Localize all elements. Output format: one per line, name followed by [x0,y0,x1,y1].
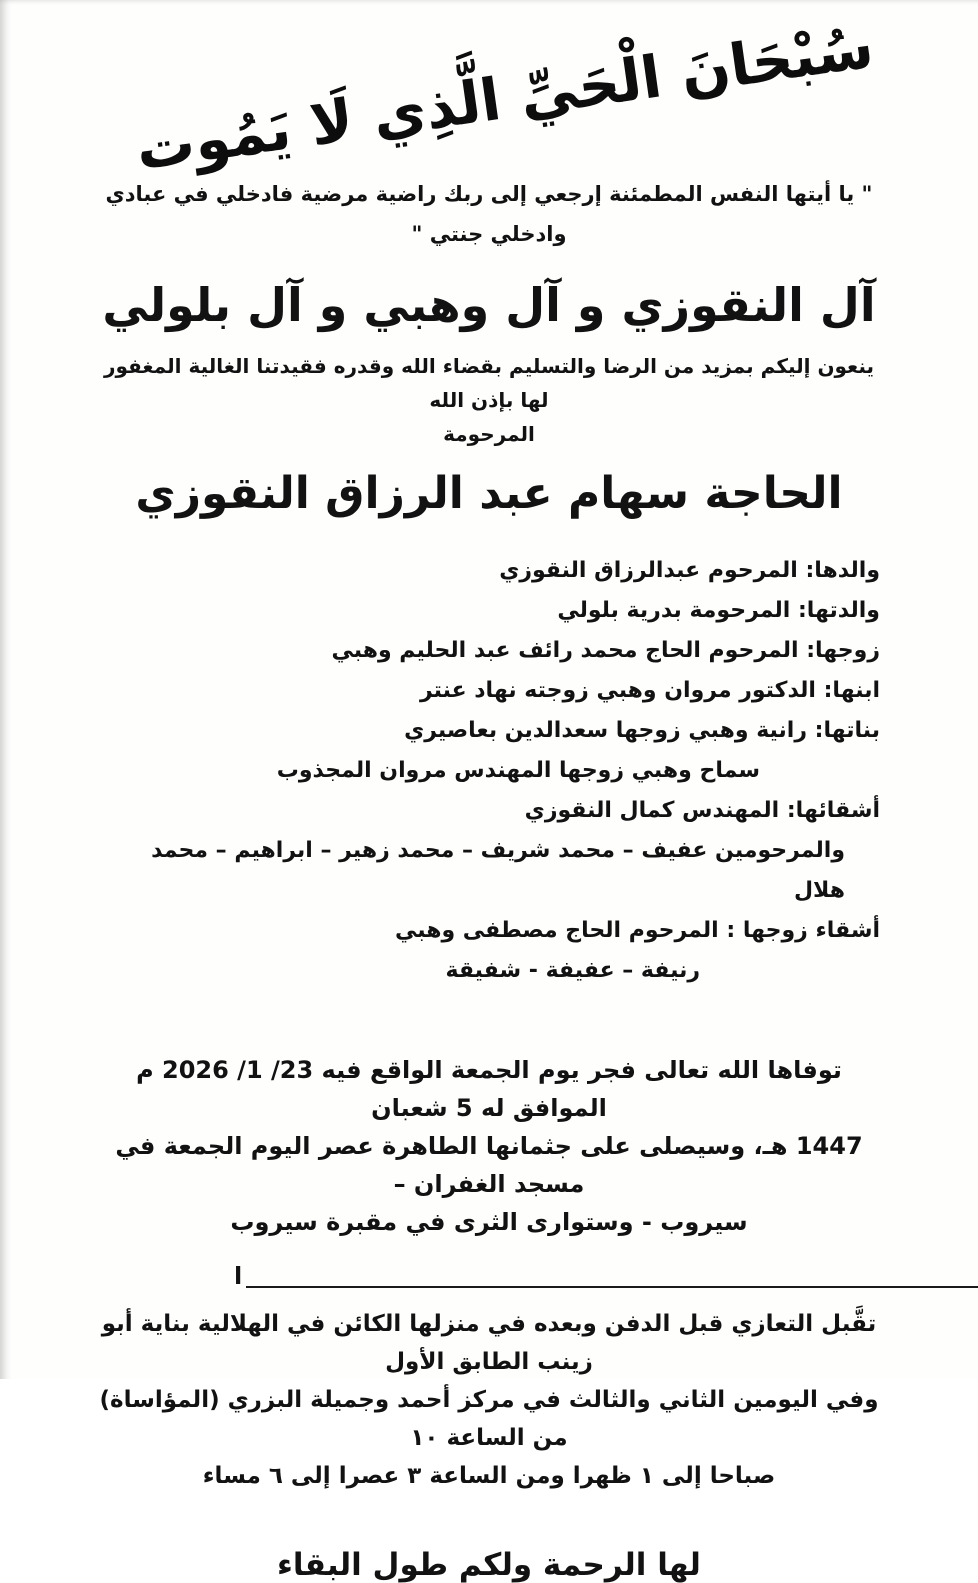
relative-husband: زوجها: المرحوم الحاج محمد رائف عبد الحليم وهبي [331,638,880,663]
announcement-line1: ينعون إليكم بمزيد من الرضا والتسليم بقضاء الله وقدره فقيدتنا الغالية المغفور لها بإذن الله [103,354,875,412]
condolences-line3: صباحا إلى ١ ظهرا ومن الساعة ٣ عصرا إلى ٦ مساء [202,1463,776,1489]
closing-phrase: لها الرحمة ولكم طول البقاء [277,1547,701,1583]
relative-daughter-1: بناتها: رانية وهبي زوجها سعدالدين بعاصيري [404,718,880,743]
relatives-list [0,551,978,991]
relative-brothers: أشقائها: المهندس كمال النقوزي [524,798,880,823]
divider-alef-mark: ا [234,1262,243,1290]
relative-husband-sisters: رنيفة – عفيفة - شفيقة [445,958,700,983]
announcement [0,349,978,451]
divider-rule [246,1286,978,1288]
death-info-line3: سيروب - وستوارى الثرى في مقبرة سيروب [230,1208,748,1236]
relative-father: والدها: المرحوم عبدالرزاق النقوزي [499,558,880,583]
families-heading: آل النقوزي و آل وهبي و آل بلولي [102,278,876,332]
quran-verse: " يا أيتها النفس المطمئنة إرجعي إلى ربك راضية مرضية فادخلي في عبادي وادخلي جنتي " [105,182,873,246]
announcement-line2: المرحومة [443,422,535,446]
death-info [0,1051,978,1241]
relative-son: ابنها: الدكتور مروان وهبي زوجته نهاد عنتر [419,678,880,703]
calligraphy-banner [0,0,978,184]
deceased-name: الحاجة سهام عبد الرزاق النقوزي [135,468,843,519]
calligraphy-text: سُبْحَانَ الْحَيِّ الَّذِي لَا يَمُوت [131,12,878,184]
death-info-line1: توفاها الله تعالى فجر يوم الجمعة الواقع فيه 23/ 1/ 2026 م الموافق له 5 شعبان [136,1056,842,1122]
divider [234,1257,978,1289]
calligraphy-art [0,0,978,184]
relative-brothers-deceased: والمرحومين عفيف – محمد شريف – محمد زهير – ابراهيم – محمد هلال [151,838,845,903]
relative-husband-siblings: أشقاء زوجها : المرحوم الحاج مصطفى وهبي [394,918,880,943]
relative-mother: والدتها: المرحومة بدرية بلولي [557,598,880,623]
condolences-line2: وفي اليومين الثاني والثالث في مركز أحمد وجميلة البزري (المؤاساة) من الساعة ١٠ [99,1387,879,1451]
death-info-line2: 1447 هـ، وسيصلى على جثمانها الطاهرة عصر اليوم الجمعة في مسجد الغفران – [115,1132,863,1198]
relative-daughter-2: سماح وهبي زوجها المهندس مروان المجذوب [276,758,760,783]
condolences [0,1305,978,1495]
condolences-line1: تقَّبل التعازي قبل الدفن وبعده في منزلها الكائن في الهلالية بناية أبو زينب الطابق الأول [101,1311,877,1375]
